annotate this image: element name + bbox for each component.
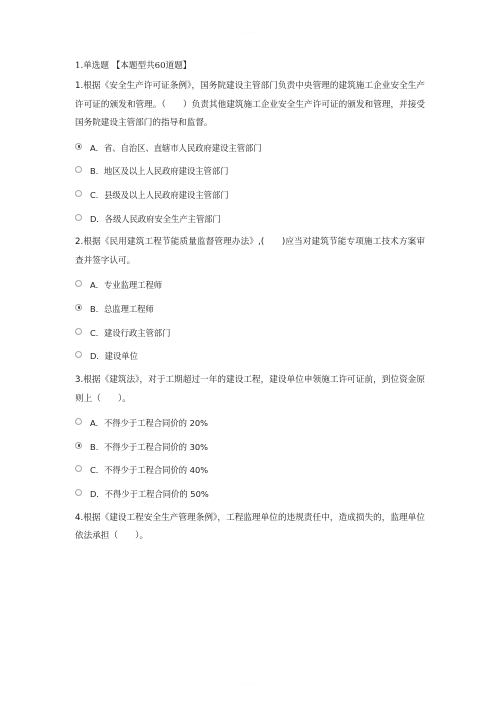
radio-button[interactable] xyxy=(75,328,82,335)
option-label: C．县级及以上人民政府建设主管部门 xyxy=(90,189,229,200)
question-block xyxy=(75,371,425,507)
radio-button[interactable] xyxy=(75,280,82,287)
option-label: B．不得少于工程合同价的 30% xyxy=(90,441,209,452)
option-item[interactable] xyxy=(75,298,425,322)
option-item[interactable] xyxy=(75,274,425,298)
option-label: D．不得少于工程合同价的 50% xyxy=(90,489,209,500)
option-item[interactable] xyxy=(75,412,425,436)
option-item[interactable] xyxy=(75,184,425,208)
option-label: D．建设单位 xyxy=(90,351,138,362)
radio-button[interactable] xyxy=(75,465,82,472)
option-label: A．省、自治区、直辖市人民政府建设主管部门 xyxy=(90,142,262,153)
option-item[interactable] xyxy=(75,436,425,460)
option-label: B．总监理工程师 xyxy=(90,303,154,314)
option-label: D．各级人民政府安全生产主管部门 xyxy=(90,213,221,224)
radio-button[interactable] xyxy=(75,489,82,496)
question-text: 3.根据《建筑法》，对于工期超过一年的建设工程，建设单位申领施工许可证前，到位资金原则上（ ）。 xyxy=(75,375,425,404)
section-title: 1.单选题 【本题型共60道题】 xyxy=(75,61,192,71)
option-item[interactable] xyxy=(75,137,425,161)
page-header-mark: · · · xyxy=(244,30,252,36)
option-item[interactable] xyxy=(75,160,425,184)
option-item[interactable] xyxy=(75,208,425,232)
option-label: A．不得少于工程合同价的 20% xyxy=(90,418,209,428)
option-item[interactable] xyxy=(75,322,425,346)
question-block xyxy=(75,77,425,231)
option-label: B．地区及以上人民政府建设主管部门 xyxy=(90,166,229,177)
radio-button-selected[interactable] xyxy=(75,442,82,449)
radio-button[interactable] xyxy=(75,351,82,358)
question-block xyxy=(75,233,425,369)
option-item[interactable] xyxy=(75,483,425,507)
option-label: C．不得少于工程合同价的 40% xyxy=(90,465,209,476)
option-item[interactable] xyxy=(75,345,425,369)
radio-button-selected[interactable] xyxy=(75,143,82,150)
question-text: 4.根据《建设工程安全生产管理条例》，工程监理单位的违规责任中，造成损失的，监理单位依法承担（ ）。 xyxy=(75,512,425,542)
page-footer-mark: · · · · xyxy=(242,681,254,687)
option-label: A．专业监理工程师 xyxy=(90,280,163,291)
radio-button[interactable] xyxy=(75,190,82,197)
radio-button[interactable] xyxy=(75,214,82,221)
radio-button[interactable] xyxy=(75,166,82,173)
exam-content xyxy=(75,57,425,546)
question-text: 2.根据《民用建筑工程节能质量监督管理办法》,( )应当对建筑节能专项施工技术方案审查并签字认可。 xyxy=(75,237,425,266)
radio-button-selected[interactable] xyxy=(75,304,82,311)
option-label: C．建设行政主管部门 xyxy=(90,327,171,338)
question-text: 1.根据《安全生产许可证条例》，国务院建设主管部门负责中央管理的建筑施工企业安全生产许可证的颁发和管理。（ ）负责其他建筑施工企业安全生产许可证的颁发和管理，并接受国务院建设主管部门的指导和监督。 xyxy=(75,81,425,128)
radio-button[interactable] xyxy=(75,418,82,425)
option-item[interactable] xyxy=(75,459,425,483)
question-block xyxy=(75,509,425,546)
